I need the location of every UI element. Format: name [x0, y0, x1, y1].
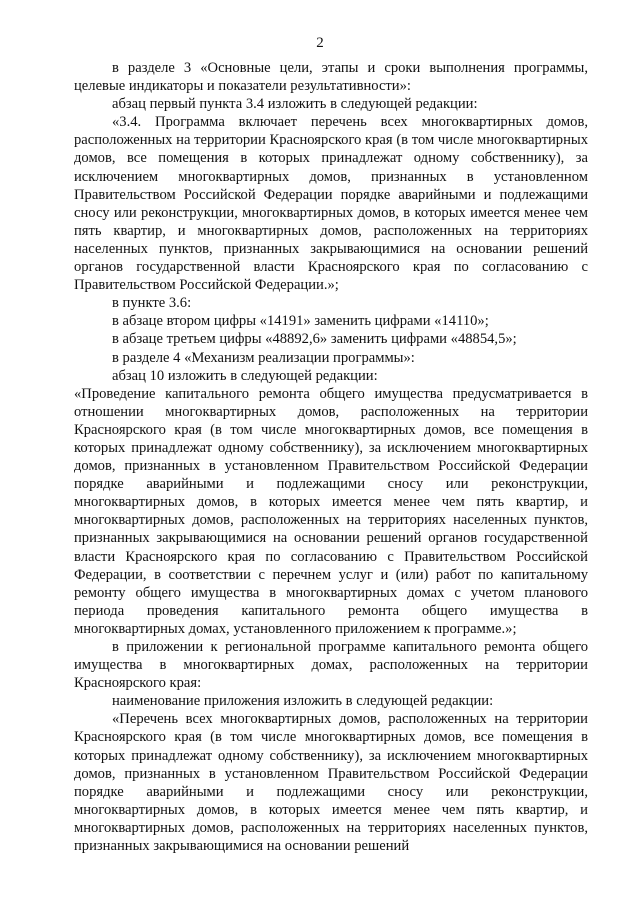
paragraph: в разделе 3 «Основные цели, этапы и сроки выполнения программы, целевые индикаторы и показатели результативности»: — [74, 60, 588, 95]
paragraph: в приложении к региональной программе капитального ремонта общего имущества в многоквартирных домах, расположенных на территории Красноярского края: — [74, 639, 588, 692]
paragraph: наименование приложения изложить в следующей редакции: — [112, 693, 494, 710]
paragraph: в пункте 3.6: — [112, 295, 192, 312]
paragraph: «Проведение капитального ремонта общего имущества предусматривается в отношении многоквартирных домов, расположенных на территории Красноярского края (в том числе многоквартирных домов, все помещения в которых принадлежат одному собственнику), за исключением многоквартирных домов, признанных в установленном Правительством Российской Федерации порядке аварийными и подлежащими сносу или реконструкции, многоквартирных домов, в которых имеется менее чем пять квартир, и многоквартирных домов, расположенных на территориях населенных пунктов, признанных закрывающимися на основании решений органов государственной власти Красноярского края по согласованию с Правительством Российской Федерации, в соответствии с перечнем услуг и (или) работ по капитальному ремонту общего имущества в многоквартирных домах с учетом планового периода проведения капитального ремонта общего имущества в многоквартирных домах, установленного приложением к программе.»; — [74, 385, 588, 637]
document-body — [74, 59, 588, 855]
paragraph: в разделе 4 «Механизм реализации программы»: — [112, 349, 415, 366]
paragraph: в абзаце третьем цифры «48892,6» заменить цифрами «48854,5»; — [112, 331, 517, 348]
paragraph: «Перечень всех многоквартирных домов, расположенных на территории Красноярского края (в том числе многоквартирных домов, все помещения в которых принадлежат одному собственнику), за исключением многоквартирных домов, признанных в установленном Правительством Российской Федерации порядке аварийными и подлежащими сносу или реконструкции, многоквартирных домов, в которых имеется менее чем пять квартир, и многоквартирных домов, расположенных на территориях населенных пунктов, признанных закрывающимися на основании решений — [74, 711, 588, 855]
paragraph: абзац 10 изложить в следующей редакции: — [112, 367, 378, 384]
page-number: 2 — [316, 35, 324, 51]
paragraph: в абзаце втором цифры «14191» заменить цифрами «14110»; — [112, 313, 489, 330]
paragraph: абзац первый пункта 3.4 изложить в следующей редакции: — [112, 96, 478, 113]
paragraph: «3.4. Программа включает перечень всех многоквартирных домов, расположенных на территории Красноярского края (в том числе многоквартирных домов, все помещения в которых принадлежат одному собственнику), за исключением многоквартирных домов, признанных в установленном Правительством Российской Федерации порядке аварийными и подлежащими сносу или реконструкции, многоквартирных домов, в которых имеется менее чем пять квартир, и многоквартирных домов, расположенных на территориях населенных пунктов, признанных закрывающимися на основании решений органов государственной власти Красноярского края по согласованию с Правительством Российской Федерации.»; — [74, 114, 588, 294]
